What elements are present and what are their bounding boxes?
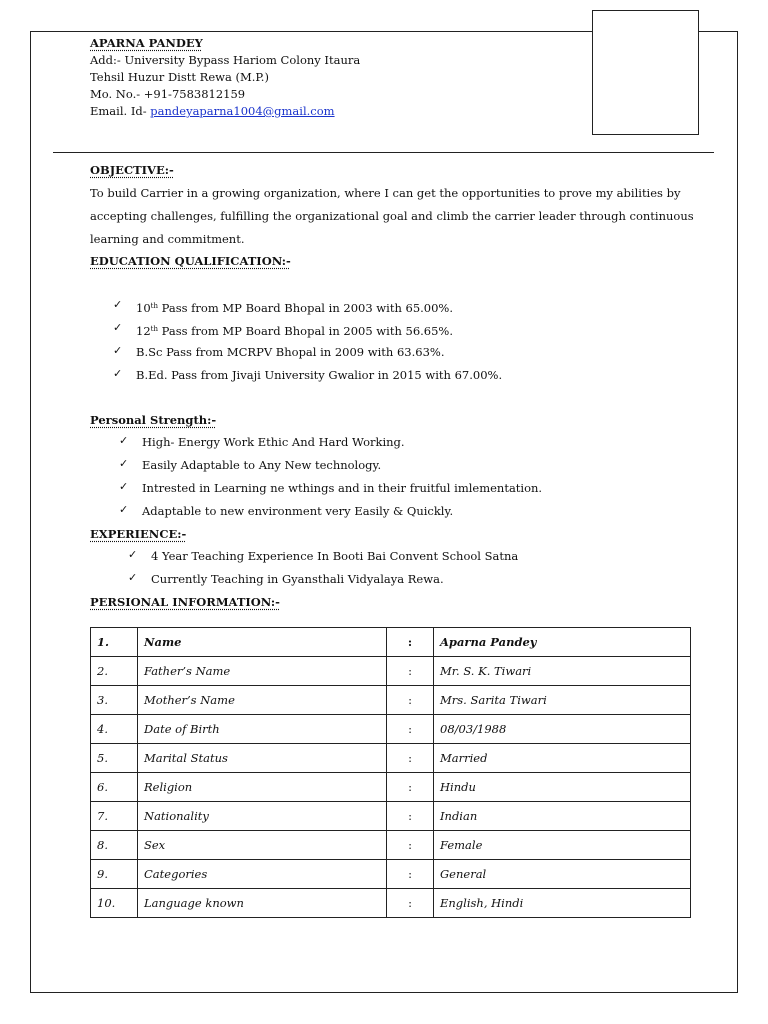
objective-heading: OBJECTIVE:- <box>90 163 174 177</box>
objective-text: To build Carrier in a growing organization, where I can get the opportunities to prove my abilities by accepting challenges, fulfilling the organizational goal and climb the carrier leader through continuous learning and commitment. <box>90 186 694 246</box>
row-separator: : <box>387 657 434 686</box>
row-number: 2. <box>91 657 138 686</box>
checkmark-icon: ✓ <box>128 571 138 584</box>
personal-info-heading: PERSIONAL INFORMATION:- <box>90 595 280 609</box>
row-separator: : <box>387 715 434 744</box>
photo-placeholder <box>592 10 699 135</box>
row-separator: : <box>387 773 434 802</box>
row-number: 6. <box>91 773 138 802</box>
checkmark-icon: ✓ <box>119 457 129 470</box>
education-item: 10th Pass from MP Board Bhopal in 2003 with 65.00%. <box>136 301 454 315</box>
row-separator: : <box>387 860 434 889</box>
row-separator: : <box>387 802 434 831</box>
row-value: Indian <box>434 802 691 831</box>
row-value: Hindu <box>434 773 691 802</box>
table-row <box>91 889 691 918</box>
table-row <box>91 628 691 657</box>
experience-item: 4 Year Teaching Experience In Booti Bai Convent School Satna <box>151 549 519 563</box>
row-label: Sex <box>138 831 387 860</box>
email-row <box>90 103 335 119</box>
row-label: Language known <box>138 889 387 918</box>
row-separator: : <box>387 686 434 715</box>
education-heading: EDUCATION QUALIFICATION:- <box>90 254 291 268</box>
row-value: Mrs. Sarita Tiwari <box>434 686 691 715</box>
checkmark-icon: ✓ <box>119 480 129 493</box>
row-number: 5. <box>91 744 138 773</box>
row-value: Female <box>434 831 691 860</box>
row-label: Religion <box>138 773 387 802</box>
row-number: 7. <box>91 802 138 831</box>
row-label: Date of Birth <box>138 715 387 744</box>
row-value: Mr. S. K. Tiwari <box>434 657 691 686</box>
mobile-number: Mo. No.- +91-7583812159 <box>90 87 246 101</box>
education-item: B.Sc Pass from MCRPV Bhopal in 2009 with 63.63%. <box>136 345 445 359</box>
row-number: 1. <box>91 628 138 657</box>
strength-heading: Personal Strength:- <box>90 413 217 427</box>
checkmark-icon: ✓ <box>113 344 123 357</box>
checkmark-icon: ✓ <box>119 503 129 516</box>
table-row <box>91 773 691 802</box>
personal-info-table <box>90 627 691 918</box>
row-value: 08/03/1988 <box>434 715 691 744</box>
strength-item: Easily Adaptable to Any New technology. <box>142 458 382 472</box>
table-row <box>91 744 691 773</box>
row-number: 10. <box>91 889 138 918</box>
row-label: Nationality <box>138 802 387 831</box>
row-number: 3. <box>91 686 138 715</box>
row-separator: : <box>387 889 434 918</box>
row-number: 8. <box>91 831 138 860</box>
row-separator: : <box>387 744 434 773</box>
row-label: Father’s Name <box>138 657 387 686</box>
row-separator: : <box>387 628 434 657</box>
experience-heading: EXPERIENCE:- <box>90 527 187 541</box>
table-row <box>91 715 691 744</box>
table-row <box>91 802 691 831</box>
strength-item: Intrested in Learning ne wthings and in their fruitful imlementation. <box>142 481 543 495</box>
table-row <box>91 831 691 860</box>
header-divider <box>53 152 714 153</box>
checkmark-icon: ✓ <box>119 434 129 447</box>
row-label: Categories <box>138 860 387 889</box>
table-row <box>91 860 691 889</box>
row-value: General <box>434 860 691 889</box>
applicant-name: APARNA PANDEY <box>90 36 203 50</box>
row-label: Name <box>138 628 387 657</box>
address-line-1: Add:- University Bypass Hariom Colony Itaura <box>90 53 361 67</box>
email-label: Email. Id- <box>90 104 151 118</box>
checkmark-icon: ✓ <box>113 321 123 334</box>
row-label: Mother’s Name <box>138 686 387 715</box>
email-link[interactable]: pandeyaparna1004@gmail.com <box>150 104 335 118</box>
strength-item: High- Energy Work Ethic And Hard Working. <box>142 435 405 449</box>
row-label: Marital Status <box>138 744 387 773</box>
table-row <box>91 686 691 715</box>
checkmark-icon: ✓ <box>113 367 123 380</box>
row-value: Married <box>434 744 691 773</box>
education-item: B.Ed. Pass from Jivaji University Gwalior in 2015 with 67.00%. <box>136 368 503 382</box>
experience-item: Currently Teaching in Gyansthali Vidyalaya Rewa. <box>151 572 444 586</box>
address-line-2: Tehsil Huzur Distt Rewa (M.P.) <box>90 70 269 84</box>
row-number: 9. <box>91 860 138 889</box>
table-row <box>91 657 691 686</box>
row-value: English, Hindi <box>434 889 691 918</box>
checkmark-icon: ✓ <box>113 298 123 311</box>
row-separator: : <box>387 831 434 860</box>
strength-item: Adaptable to new environment very Easily & Quickly. <box>142 504 454 518</box>
row-number: 4. <box>91 715 138 744</box>
education-item: 12th Pass from MP Board Bhopal in 2005 with 56.65%. <box>136 324 454 338</box>
row-value: Aparna Pandey <box>434 628 691 657</box>
checkmark-icon: ✓ <box>128 548 138 561</box>
